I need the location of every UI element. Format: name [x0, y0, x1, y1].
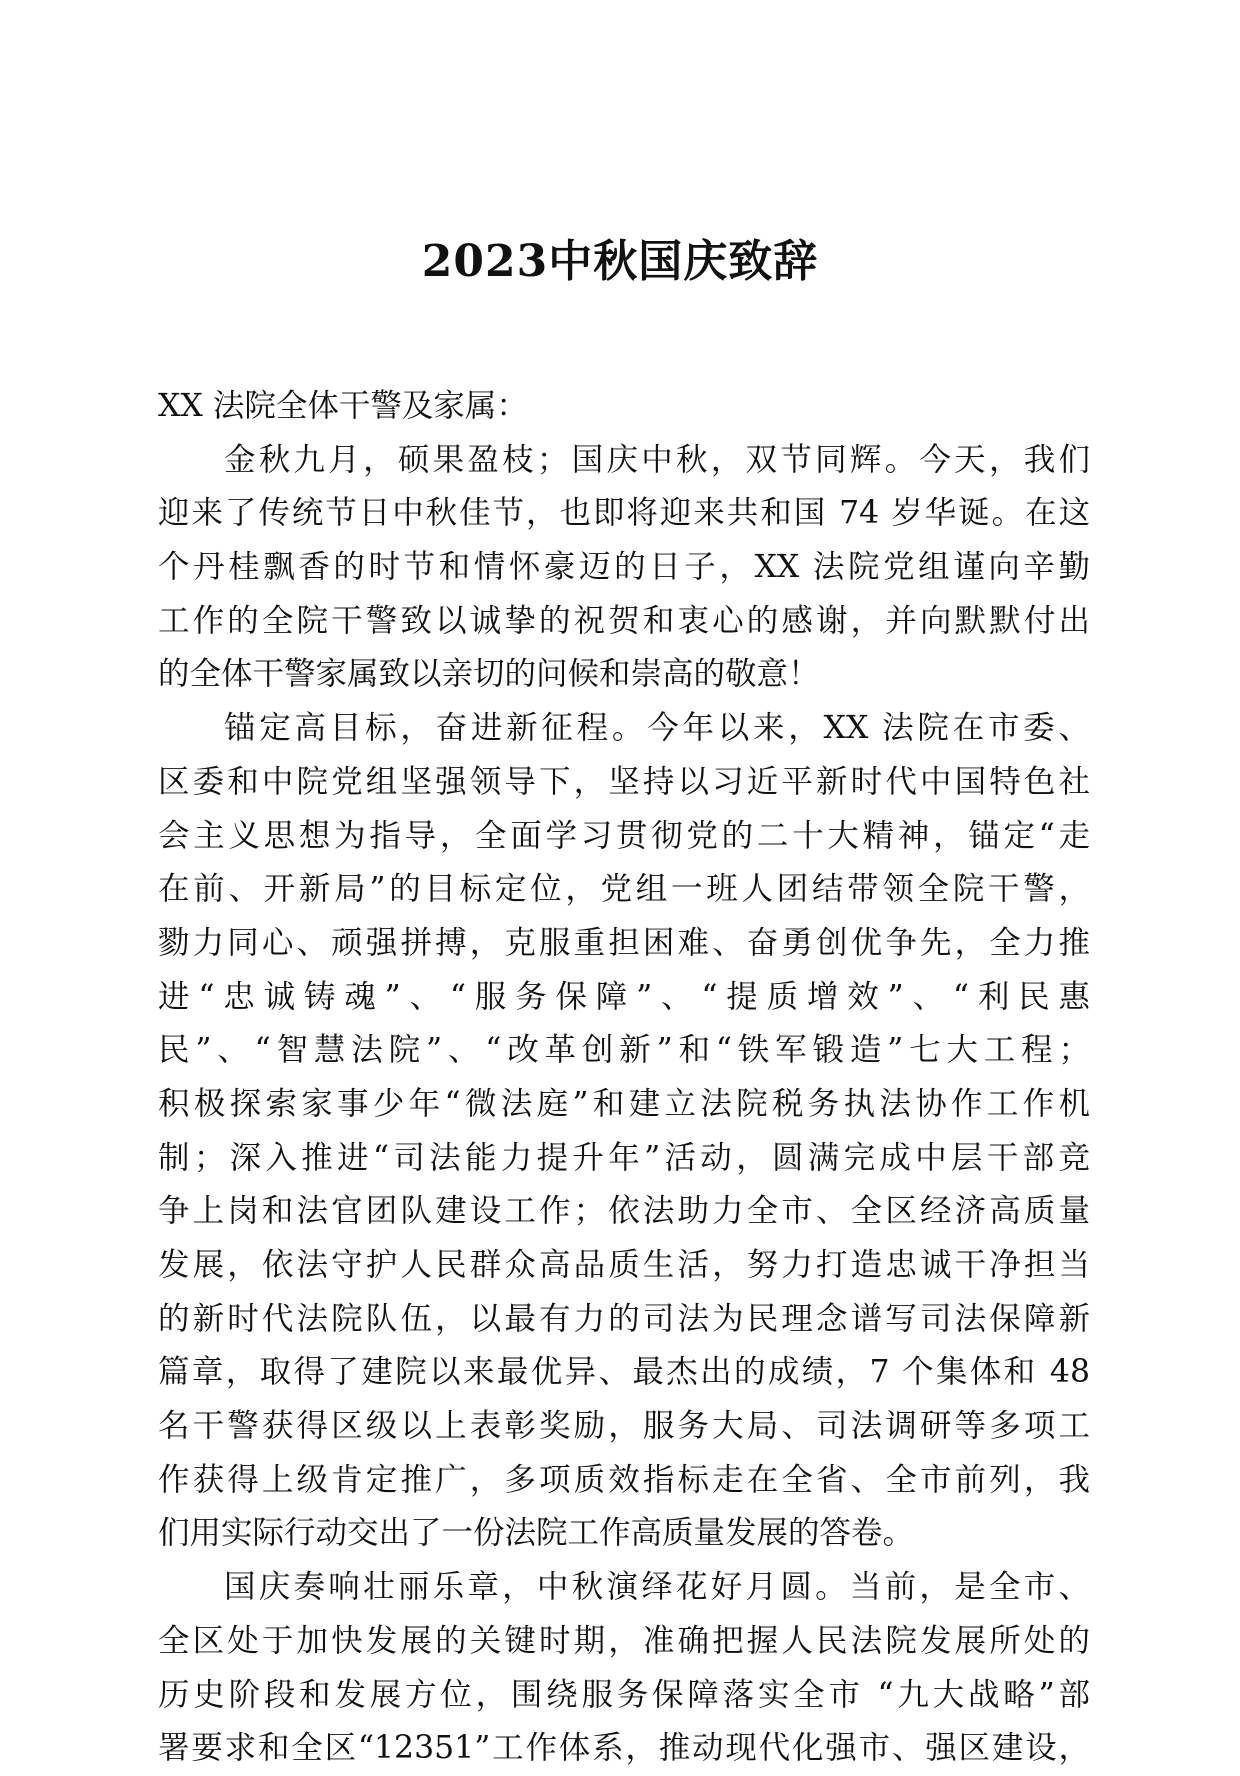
salutation: XX 法院全体干警及家属：: [158, 388, 528, 424]
paragraph-line: 区委和中院党组坚强领导下，坚持以习近平新时代中国特色社: [158, 763, 1090, 800]
paragraph-line: 作获得上级肯定推广，多项质效指标走在全省、全市前列，我: [158, 1461, 1090, 1498]
paragraph-line: 署要求和全区“12351”工作体系，推动现代化强市、强区建设，: [158, 1730, 1090, 1767]
paragraph-line: 民”、“智慧法院”、“改革创新”和“铁军锻造”七大工程；: [158, 1032, 1090, 1069]
paragraph-line: 历史阶段和发展方位，围绕服务保障落实全市 “九大战略”部: [158, 1676, 1090, 1713]
paragraph-outlook: [158, 1561, 1090, 1776]
paragraph-line: 制；深入推进“司法能力提升年”活动，圆满完成中层干部竞: [158, 1139, 1090, 1176]
paragraph-greeting: [158, 434, 1090, 702]
paragraph-line: 发展，依法守护人民群众高品质生活，努力打造忠诚干净担当: [158, 1247, 1090, 1283]
paragraph-line: 的新时代法院队伍，以最有力的司法为民理念谱写司法保障新: [158, 1300, 1090, 1337]
paragraph-line: 金秋九月，硕果盈枝；国庆中秋，双节同辉。今天，我们: [224, 441, 1090, 478]
paragraph-line: 会主义思想为指导，全面学习贯彻党的二十大精神，锚定“走: [158, 817, 1090, 854]
paragraph-line: 工作的全院干警致以诚挚的祝贺和衷心的感谢，并向默默付出: [158, 602, 1090, 639]
paragraph-line: 个丹桂飘香的时节和情怀豪迈的日子，XX 法院党组谨向辛勤: [158, 549, 1090, 586]
paragraph-line: 迎来了传统节日中秋佳节，也即将迎来共和国 74 岁华诞。在这: [158, 495, 1090, 532]
paragraph-line: 勠力同心、顽强拼搏，克服重担困难、奋勇创优争先，全力推: [158, 924, 1090, 961]
paragraph-line: 在前、开新局”的目标定位，党组一班人团结带领全院干警，: [158, 871, 1090, 908]
document-body: [158, 380, 1090, 1776]
paragraph-line: 国庆奏响壮丽乐章，中秋演绎花好月圆。当前，是全市、: [224, 1569, 1090, 1606]
paragraph-line: 进“忠诚铸魂”、“服务保障”、“提质增效”、“利民惠: [158, 978, 1090, 1015]
paragraph-achievements: [158, 702, 1090, 1561]
paragraph-line: 名干警获得区级以上表彰奖励，服务大局、司法调研等多项工: [158, 1408, 1090, 1445]
paragraph-line: 锚定高目标，奋进新征程。今年以来，XX 法院在市委、: [224, 710, 1090, 747]
paragraph-line: 争上岗和法官团队建设工作；依法助力全市、全区经济高质量: [158, 1193, 1090, 1230]
paragraph-line: 的全体干警家属致以亲切的问候和崇高的敬意！: [158, 656, 820, 693]
paragraph-line: 篇章，取得了建院以来最优异、最杰出的成绩，7 个集体和 48: [158, 1354, 1090, 1391]
document-title: 2023中秋国庆致辞: [421, 236, 819, 287]
paragraph-line: 们用实际行动交出了一份法院工作高质量发展的答卷。: [158, 1515, 915, 1552]
paragraph-line: 积极探索家事少年“微法庭”和建立法院税务执法协作工作机: [158, 1085, 1090, 1122]
paragraph-line: 全区处于加快发展的关键时期，准确把握人民法院发展所处的: [158, 1622, 1090, 1659]
